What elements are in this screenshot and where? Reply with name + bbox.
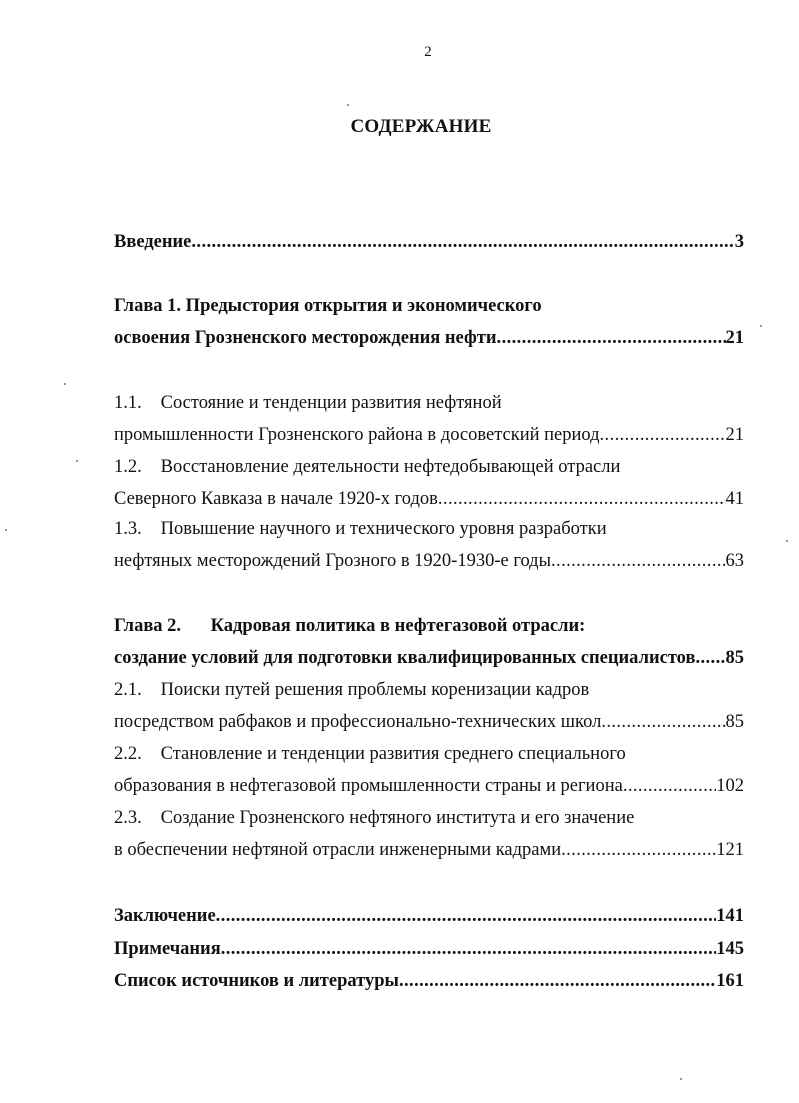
section-title-cont: в обеспечении нефтяной отрасли инженерными кадрами [114,840,562,860]
chapter-title: Кадровая политика в нефтегазовой отрасли: [210,616,586,636]
scan-speck [680,1078,682,1080]
toc-page-number: 63 [725,551,744,571]
section-title: Поиски путей решения проблемы коренизации кадров [160,680,590,700]
toc-page-number: 102 [716,776,744,796]
toc-section-1-2-line2[interactable] [114,488,744,510]
scan-speck [64,383,66,385]
section-title: Состояние и тенденции развития нефтяной [160,393,502,413]
leader-dots [551,550,725,572]
leader-dots [221,938,717,960]
toc-entry-sources[interactable] [114,970,744,992]
toc-section-1-1-line1[interactable] [114,392,744,414]
toc-entry-label: Введение [114,232,192,252]
section-title-cont: посредством рабфаков и профессионально-технических школ [114,712,602,732]
toc-section-1-3-line2[interactable] [114,550,744,572]
section-number: 1.3. [114,519,142,539]
toc-section-2-1-line2[interactable] [114,711,744,733]
toc-page-number: 41 [725,489,744,509]
leader-dots [623,775,716,797]
section-title-cont: Северного Кавказа в начале 1920-х годов [114,489,438,509]
toc-section-1-1-line2[interactable] [114,424,744,446]
toc-entry-label: освоения Грозненского месторождения нефти [114,328,497,348]
toc-section-2-1-line1[interactable] [114,679,744,701]
leader-dots [600,424,726,446]
toc-page-number: 161 [716,971,744,991]
toc-chapter1-title-line2[interactable] [114,327,744,349]
toc-entry-label: Заключение [114,906,216,926]
page-number: 2 [424,44,432,60]
section-title: Становление и тенденции развития среднего специального [160,744,626,764]
toc-page-number: 85 [725,648,744,668]
toc-page-number: 21 [725,328,744,348]
section-number: 2.1. [114,680,142,700]
scan-speck [76,460,78,462]
chapter-label: Глава 2. [114,616,182,636]
toc-entry-label: создание условий для подготовки квалифицированных специалистов [114,648,696,668]
toc-section-1-3-line1[interactable] [114,518,744,540]
scan-speck [760,325,762,327]
toc-section-2-3-line1[interactable] [114,807,744,829]
toc-page-number: 145 [716,939,744,959]
leader-dots [438,488,726,510]
toc-page-number: 121 [716,840,744,860]
section-number: 1.2. [114,457,142,477]
section-title-cont: промышленности Грозненского района в досоветский период [114,425,600,445]
toc-entry-label: Примечания [114,939,221,959]
section-title-cont: нефтяных месторождений Грозного в 1920-1930-е годы [114,551,552,571]
toc-section-2-2-line2[interactable] [114,775,744,797]
scan-speck [5,529,7,531]
toc-section-2-3-line2[interactable] [114,839,744,861]
toc-page-number: 85 [725,712,744,732]
section-number: 2.2. [114,744,142,764]
leader-dots [695,647,725,669]
toc-entry-label: Список источников и литературы [114,971,399,991]
scan-speck [786,540,788,542]
toc-chapter2-title-line1[interactable] [114,615,744,637]
leader-dots [216,905,717,927]
section-number: 2.3. [114,808,142,828]
toc-section-2-2-line1[interactable] [114,743,744,765]
toc-entry-conclusion[interactable] [114,905,744,927]
toc-page-number: 141 [716,906,744,926]
leader-dots [191,231,734,253]
page-title: СОДЕРЖАНИЕ [350,116,492,137]
toc-entry-intro[interactable] [114,231,744,253]
toc-page-number: 3 [734,232,744,252]
leader-dots [399,970,716,992]
section-number: 1.1. [114,393,142,413]
section-title: Восстановление деятельности нефтедобывающей отрасли [160,457,621,477]
section-title-cont: образования в нефтегазовой промышленности страны и региона [114,776,623,796]
leader-dots [601,711,725,733]
toc-entry-notes[interactable] [114,938,744,960]
section-title: Повышение научного и технического уровня разработки [160,519,607,539]
toc-chapter2-title-line2[interactable] [114,647,744,669]
leader-dots [561,839,716,861]
toc-chapter1-title-line1[interactable]: Глава 1. Предыстория открытия и экономического [114,296,542,316]
toc-page-number: 21 [725,425,744,445]
leader-dots [497,327,726,349]
section-title: Создание Грозненского нефтяного института и его значение [160,808,635,828]
scan-speck [347,104,349,106]
toc-section-1-2-line1[interactable] [114,456,744,478]
